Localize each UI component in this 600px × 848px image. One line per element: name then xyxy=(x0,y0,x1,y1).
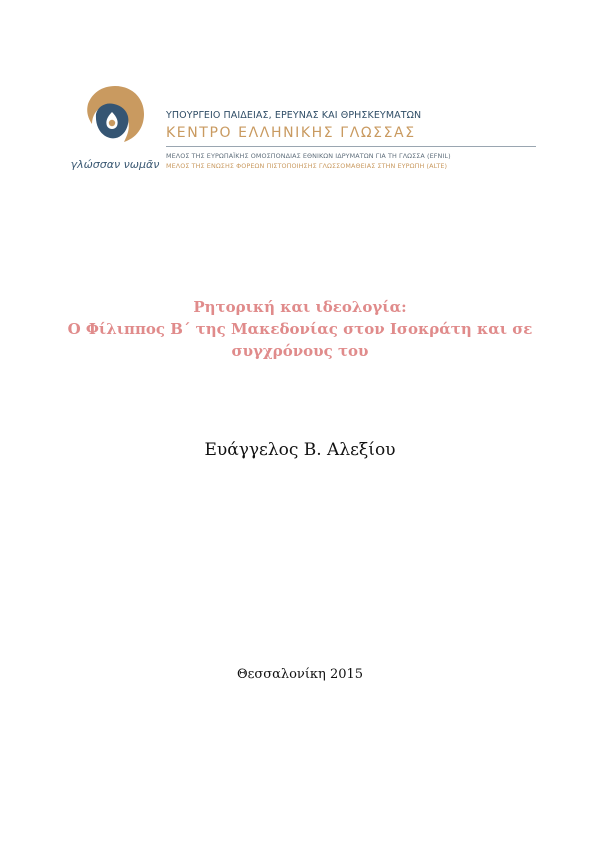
kentro-ellinikis-glossas-logo xyxy=(84,84,146,146)
document-title xyxy=(40,296,560,362)
header-divider xyxy=(166,146,536,147)
ministry-name: ΥΠΟΥΡΓΕΙΟ ΠΑΙΔΕΙΑΣ, ΕΡΕΥΝΑΣ ΚΑΙ ΘΡΗΣΚΕΥΜΑΤΩΝ xyxy=(166,110,422,121)
motto-text: γλώσσαν νωμᾶν xyxy=(70,158,160,171)
logo-block xyxy=(70,84,160,180)
centre-name: ΚΕΝΤΡΟ ΕΛΛΗΝΙΚΗΣ ΓΛΩΣΣΑΣ xyxy=(166,125,416,141)
title-line: συγχρόνους του xyxy=(231,342,369,360)
title-line: Ρητορική και ιδεολογία: xyxy=(193,298,407,316)
title-line: Ο Φίλιππος Β΄ της Μακεδονίας στον Ισοκράτη και σε xyxy=(67,320,533,338)
place-and-year: Θεσσαλονίκη 2015 xyxy=(236,667,364,682)
member-alte-line: ΜΕΛΟΣ ΤΗΣ ΕΝΩΣΗΣ ΦΟΡΕΩΝ ΠΙΣΤΟΠΟΙΗΣΗΣ ΓΛΩΣΣΟΜΑΘΕΙΑΣ ΣΤΗΝ ΕΥΡΩΠΗ (ALTE) xyxy=(166,162,448,170)
author-name: Ευάγγελος Β. Αλεξίου xyxy=(204,440,396,460)
member-efnil-line: ΜΕΛΟΣ ΤΗΣ ΕΥΡΩΠΑΪΚΗΣ ΟΜΟΣΠΟΝΔΙΑΣ ΕΘΝΙΚΩΝ ΙΔΡΥΜΑΤΩΝ ΓΙΑ ΤΗ ΓΛΩΣΣΑ (EFNIL) xyxy=(166,152,451,160)
institution-header xyxy=(166,110,546,171)
